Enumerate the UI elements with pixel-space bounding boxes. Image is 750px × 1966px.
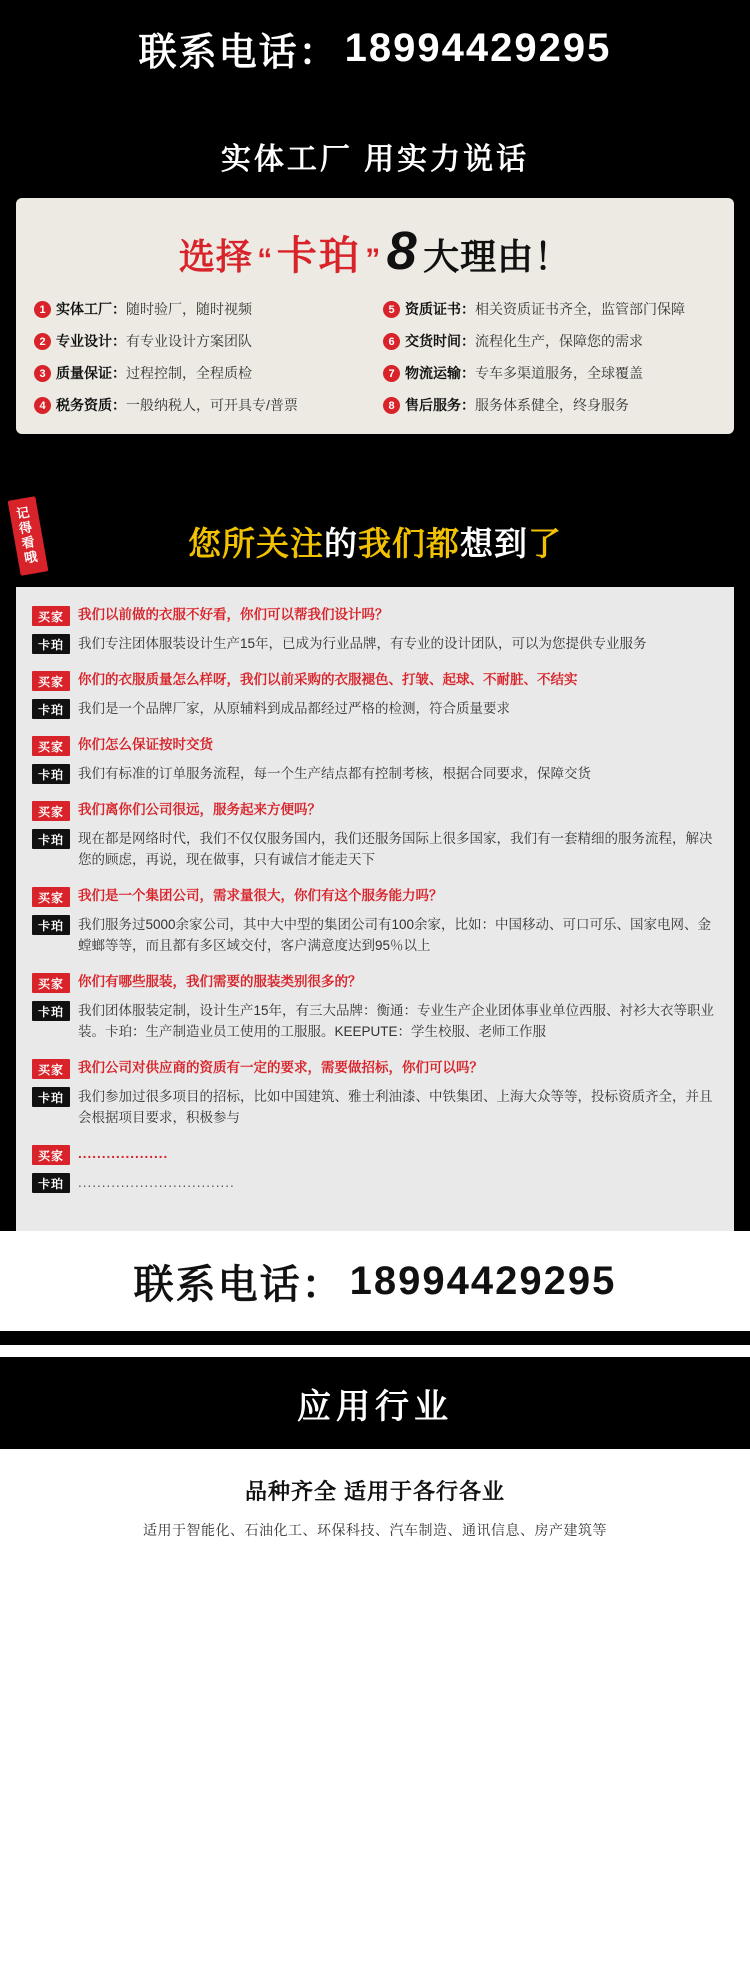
white-spacer	[0, 1345, 750, 1357]
reason-number-badge: 7	[383, 365, 400, 382]
reason-text: 有专业设计方案团队	[126, 333, 252, 349]
divider-reasons-qa	[0, 456, 750, 470]
qa-answer-row	[32, 698, 718, 719]
contact-phone-banner-top	[0, 0, 750, 96]
qa-answer-text: 现在都是网络时代，我们不仅仅服务国内，我们还服务国际上很多国家，我们有一套精细的服务流程，解决您的顾虑，再说，现在做事，只有诚信才能走天下	[78, 831, 713, 867]
reason-label: 物流运输：	[405, 365, 475, 381]
qa-question-row	[32, 1144, 718, 1165]
reasons-title	[34, 220, 716, 300]
buyer-tag: 买家	[32, 973, 70, 993]
qa-question-row	[32, 735, 718, 756]
reasons-headline: 实体工厂 用实力说话	[220, 143, 530, 176]
qa-answer-row	[32, 633, 718, 654]
industry-subtitle: 品种齐全 适用于各行各业	[244, 1479, 506, 1504]
qa-block	[32, 886, 718, 956]
reason-text: 随时验厂，随时视频	[126, 301, 252, 317]
qa-question-row	[32, 1058, 718, 1079]
qa-question-text: ...................	[78, 1146, 169, 1161]
reason-number-badge: 1	[34, 301, 51, 318]
qa-answer-text: 我们是一个品牌厂家，从原辅料到成品都经过严格的检测，符合质量要求	[78, 701, 510, 716]
qa-answer-row	[32, 1172, 718, 1193]
reason-number-badge: 3	[34, 365, 51, 382]
qa-block	[32, 1058, 718, 1128]
qa-ribbon-badge: 记得看哦	[8, 496, 49, 576]
qa-heading	[0, 518, 750, 565]
reasons-title-suffix: 大理由！	[423, 236, 572, 277]
buyer-tag: 买家	[32, 801, 70, 821]
reason-label: 税务资质：	[56, 397, 126, 413]
reason-item	[34, 364, 367, 382]
qa-section	[0, 470, 750, 1331]
qa-answer-text: .................................	[78, 1175, 235, 1190]
qa-question-row	[32, 670, 718, 691]
qa-heading-part2: 的	[324, 525, 358, 562]
qa-question-row	[32, 800, 718, 821]
qa-block	[32, 605, 718, 654]
qa-question-text: 我们离你们公司很远，服务起来方便吗？	[78, 802, 321, 817]
industry-band-title: 应用行业	[297, 1387, 453, 1426]
reason-item	[34, 300, 367, 318]
brand-tag: 卡珀	[32, 915, 70, 935]
brand-tag: 卡珀	[32, 829, 70, 849]
brand-tag: 卡珀	[32, 1087, 70, 1107]
buyer-tag: 买家	[32, 606, 70, 626]
divider-top	[0, 96, 750, 110]
qa-heading-part4: 想到	[460, 525, 528, 562]
qa-block	[32, 670, 718, 719]
divider-qa-industry	[0, 1331, 750, 1345]
buyer-tag: 买家	[32, 736, 70, 756]
buyer-tag: 买家	[32, 1145, 70, 1165]
qa-answer-row	[32, 914, 718, 956]
reason-number-badge: 2	[34, 333, 51, 350]
qa-answer-text: 我们团体服装定制，设计生产15年，有三大品牌：衡通：专业生产企业团体事业单位西服、衬衫大衣等职业装。卡珀：生产制造业员工使用的工服服。KEEPUTE：学生校服、老师工作服	[78, 1003, 715, 1039]
qa-block	[32, 972, 718, 1042]
qa-question-text: 我们以前做的衣服不好看，你们可以帮我们设计吗？	[78, 607, 389, 622]
qa-answer-text: 我们服务过5000余家公司，其中大中型的集团公司有100余家，比如：中国移动、可口可乐、国家电网、金螳螂等等，而且都有多区域交付，客户满意度达到95％以上	[78, 917, 712, 953]
brand-tag: 卡珀	[32, 699, 70, 719]
reasons-title-prefix: 选择	[178, 236, 253, 277]
reason-label: 资质证书：	[405, 301, 475, 317]
brand-tag: 卡珀	[32, 1001, 70, 1021]
reasons-title-quote-open: “	[257, 243, 273, 276]
qa-answer-text: 我们参加过很多项目的招标，比如中国建筑、雅士利油漆、中铁集团、上海大众等等，投标资质齐全，并且会根据项目要求，积极参与	[78, 1089, 713, 1125]
buyer-tag: 买家	[32, 887, 70, 907]
contact-number-top: 18994429295	[344, 25, 612, 70]
reason-number-badge: 4	[34, 397, 51, 414]
qa-answer-row	[32, 1086, 718, 1128]
contact-phone-banner-bottom	[0, 1231, 750, 1331]
reasons-grid	[34, 300, 716, 414]
brand-tag: 卡珀	[32, 1173, 70, 1193]
reason-text: 过程控制，全程质检	[126, 365, 252, 381]
qa-heading-part1: 您所关注	[188, 525, 324, 562]
reason-number-badge: 5	[383, 301, 400, 318]
reasons-section	[0, 110, 750, 456]
contact-number-bottom: 18994429295	[349, 1258, 617, 1303]
reason-text: 流程化生产，保障您的需求	[475, 333, 643, 349]
reason-text: 一般纳税人，可开具专/普票	[126, 397, 298, 413]
reason-label: 质量保证：	[56, 365, 126, 381]
reason-item	[34, 396, 367, 414]
reason-label: 实体工厂：	[56, 301, 126, 317]
reason-text: 服务体系健全，终身服务	[475, 397, 629, 413]
qa-question-text: 你们有哪些服装，我们需要的服装类别很多的？	[78, 974, 362, 989]
reasons-card	[16, 198, 734, 434]
reason-number-badge: 8	[383, 397, 400, 414]
buyer-tag: 买家	[32, 671, 70, 691]
industry-body	[0, 1449, 750, 1560]
qa-answer-text: 我们专注团体服装设计生产15年，已成为行业品牌，有专业的设计团队，可以为您提供专业服务	[78, 636, 647, 651]
qa-answer-text: 我们有标准的订单服务流程，每一个生产结点都有控制考核，根据合同要求，保障交货	[78, 766, 591, 781]
qa-block	[32, 800, 718, 870]
qa-question-text: 我们是一个集团公司，需求量很大，你们有这个服务能力吗？	[78, 888, 443, 903]
contact-label-top: 联系电话：	[138, 31, 339, 74]
reason-text: 专车多渠道服务，全球覆盖	[475, 365, 643, 381]
reason-item	[383, 396, 716, 414]
qa-question-text: 我们公司对供应商的资质有一定的要求，需要做招标，你们可以吗？	[78, 1060, 483, 1075]
qa-answer-row	[32, 763, 718, 784]
contact-label-bottom: 联系电话：	[133, 1262, 344, 1307]
reason-item	[383, 300, 716, 318]
qa-question-row	[32, 605, 718, 626]
qa-block	[32, 1144, 718, 1193]
reason-label: 售后服务：	[405, 397, 475, 413]
reason-item	[34, 332, 367, 350]
industry-band	[0, 1357, 750, 1449]
qa-heading-wrap	[0, 492, 750, 587]
qa-question-row	[32, 886, 718, 907]
reason-number-badge: 6	[383, 333, 400, 350]
reason-text: 相关资质证书齐全，监管部门保障	[475, 301, 685, 317]
reasons-title-number: 8	[386, 221, 417, 281]
qa-block	[32, 735, 718, 784]
qa-question-text: 你们怎么保证按时交货	[78, 737, 213, 752]
brand-tag: 卡珀	[32, 764, 70, 784]
reason-item	[383, 332, 716, 350]
reasons-title-quote-close: ”	[365, 243, 381, 276]
qa-question-text: 你们的衣服质量怎么样呀，我们以前采购的衣服褪色、打皱、起球、不耐脏、不结实	[78, 672, 578, 687]
reason-label: 交货时间：	[405, 333, 475, 349]
reason-item	[383, 364, 716, 382]
qa-answer-row	[32, 1000, 718, 1042]
industry-description: 适用于智能化、石油化工、环保科技、汽车制造、通讯信息、房产建筑等	[143, 1522, 607, 1538]
qa-card	[16, 587, 734, 1231]
qa-heading-part5: 了	[528, 525, 562, 562]
qa-answer-row	[32, 828, 718, 870]
qa-question-row	[32, 972, 718, 993]
brand-tag: 卡珀	[32, 634, 70, 654]
qa-heading-part3: 我们都	[358, 525, 460, 562]
reasons-title-brand: 卡珀	[276, 234, 361, 278]
buyer-tag: 买家	[32, 1059, 70, 1079]
reason-label: 专业设计：	[56, 333, 126, 349]
